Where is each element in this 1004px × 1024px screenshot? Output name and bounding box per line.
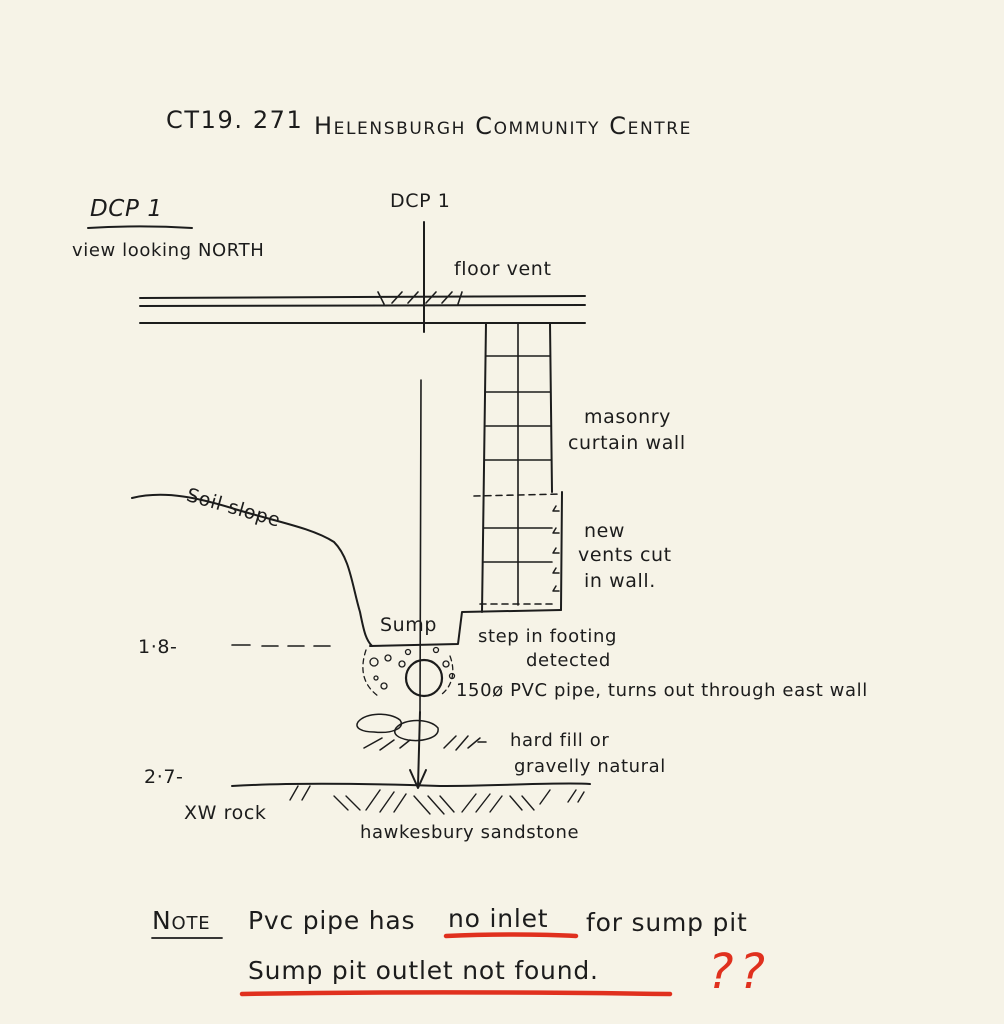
sandstone-label: hawkesbury sandstone xyxy=(360,822,580,843)
pvc-pipe xyxy=(406,660,442,696)
depth-2: 2·7- xyxy=(144,766,184,788)
sandstone-hatch xyxy=(290,786,584,814)
job-code: CT19. 271 xyxy=(166,106,304,134)
fill-label-2: gravelly natural xyxy=(514,756,666,777)
floor-vent-label: floor vent xyxy=(454,258,552,280)
depth-1: 1·8- xyxy=(138,636,178,658)
step-label-1: step in footing xyxy=(478,626,618,647)
rock-surface xyxy=(232,783,590,786)
new-vents-label-1: new xyxy=(584,520,626,542)
new-vents-label-2: vents cut xyxy=(578,544,672,566)
note-line-2: Sump pit outlet not found. xyxy=(248,956,599,985)
step-label-2: detected xyxy=(526,650,611,671)
note-no-inlet: no inlet xyxy=(448,904,549,933)
fill-label-1: hard fill or xyxy=(510,730,610,751)
vent-ticks xyxy=(553,506,559,591)
inlet-underline xyxy=(446,935,576,937)
section-line-lower xyxy=(420,380,421,712)
note-line-1a: Pvc pipe has xyxy=(248,906,416,935)
note-label: Note xyxy=(152,906,211,935)
view-name: DCP 1 xyxy=(90,196,163,222)
view-underline xyxy=(88,227,192,229)
soil-slope-label: Soil slope xyxy=(183,484,284,532)
note-line-1c: for sump pit xyxy=(586,908,748,937)
curtain-wall-label: curtain wall xyxy=(568,432,686,454)
masonry-wall xyxy=(482,323,562,612)
rock-label: XW rock xyxy=(184,802,267,824)
new-vents-label-3: in wall. xyxy=(584,570,656,592)
project-title: Helensburgh Community Centre xyxy=(314,112,693,140)
floor-slab xyxy=(140,296,585,323)
outlet-underline xyxy=(242,993,670,995)
query-marks: ?? xyxy=(708,944,771,1000)
pipe-label: 150ø PVC pipe, turns out through east wall xyxy=(456,680,868,701)
dcp-label: DCP 1 xyxy=(390,190,451,212)
sump-label: Sump xyxy=(380,614,438,636)
floor-vent-hatch xyxy=(378,292,462,304)
depth-dash xyxy=(232,645,330,646)
view-direction: view looking NORTH xyxy=(72,240,265,261)
masonry-label: masonry xyxy=(584,406,671,428)
hard-fill-rocks xyxy=(357,714,486,750)
arrow-shaft xyxy=(418,712,420,786)
